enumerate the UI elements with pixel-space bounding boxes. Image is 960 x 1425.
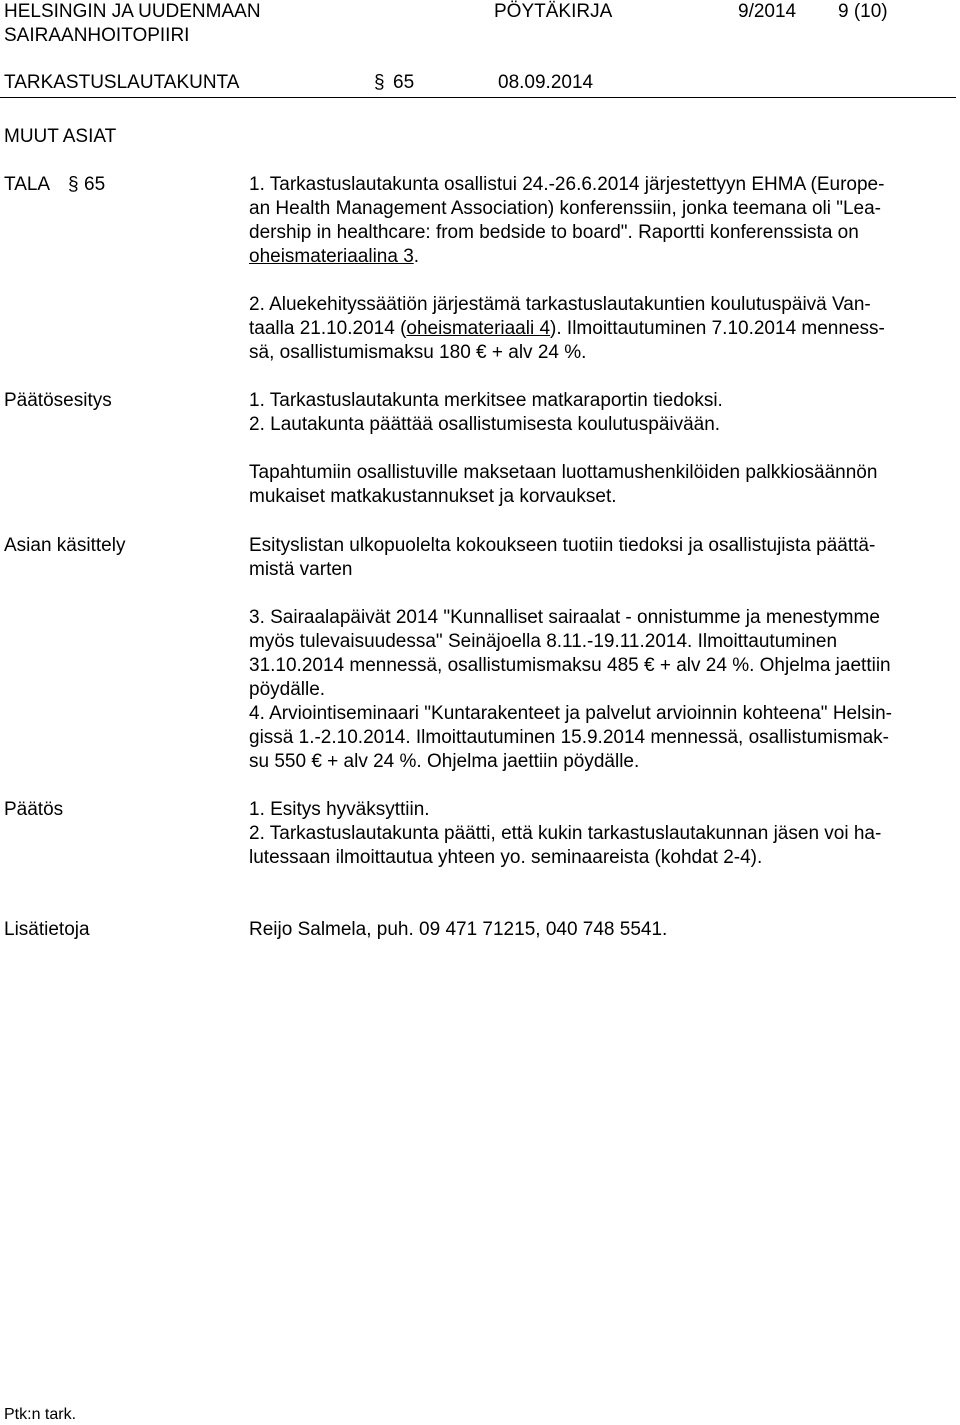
- org-name-line2: SAIRAANHOITOPIIRI: [4, 25, 190, 46]
- handling-item-line: 3. Sairaalapäivät 2014 "Kunnalliset sairaalat - onnistumme ja menestymme: [249, 607, 880, 628]
- attachment-link-3[interactable]: oheismateriaalina 3: [249, 246, 414, 267]
- header-section-number: 65: [393, 72, 415, 93]
- proposal-line: 2. Lautakunta päättää osallistumisesta koulutuspäivään.: [249, 414, 721, 435]
- item2-line: taalla 21.10.2014 (oheismateriaali 4). Ilmoittautuminen 7.10.2014 menness-: [249, 318, 885, 339]
- tala-number: 65: [84, 174, 106, 195]
- handling-item-line: 31.10.2014 mennessä, osallistumismaksu 485 € + alv 24 %. Ohjelma jaettiin: [249, 655, 891, 676]
- proposal-para-line: mukaiset matkakustannukset ja korvaukset.: [249, 486, 617, 507]
- committee-name: TARKASTUSLAUTAKUNTA: [4, 72, 240, 93]
- decision-line: 2. Tarkastuslautakunta päätti, että kukin tarkastuslautakunnan jäsen voi ha-: [249, 823, 882, 844]
- item1-line-last: oheismateriaalina 3.: [249, 246, 420, 267]
- page-number: 9 (10): [838, 1, 888, 22]
- attachment-link-4[interactable]: oheismateriaali 4: [406, 318, 551, 339]
- item1-line: 1. Tarkastuslautakunta osallistui 24.-26.6.2014 järjestettyyn EHMA (Europe-: [249, 174, 885, 195]
- item1-line: an Health Management Association) konferenssiin, jonka teemana oli "Lea-: [249, 198, 882, 219]
- item2-line: 2. Aluekehityssäätiön järjestämä tarkastuslautakuntien koulutuspäivä Van-: [249, 294, 871, 315]
- paatos-label: Päätös: [4, 799, 64, 820]
- handling-item-line: su 550 € + alv 24 %. Ohjelma jaettiin pöydälle.: [249, 751, 640, 772]
- lisatietoja-label: Lisätietoja: [4, 919, 90, 940]
- section-title: MUUT ASIAT: [4, 126, 117, 147]
- meeting-date: 08.09.2014: [498, 72, 594, 93]
- handling-item-line: gissä 1.-2.10.2014. Ilmoittautuminen 15.9.2014 mennessä, osallistumismak-: [249, 727, 890, 748]
- handling-intro-line: Esityslistan ulkopuolelta kokoukseen tuotiin tiedoksi ja osallistujista päättä-: [249, 535, 876, 556]
- proposal-line: 1. Tarkastuslautakunta merkitsee matkaraportin tiedoksi.: [249, 390, 723, 411]
- document-number: 9/2014: [738, 1, 797, 22]
- decision-line: 1. Esitys hyväksyttiin.: [249, 799, 430, 820]
- item1-line: dership in healthcare: from bedside to board". Raportti konferenssista on: [249, 222, 859, 243]
- decision-line: lutessaan ilmoittautua yhteen yo. seminaareista (kohdat 2-4).: [249, 847, 763, 868]
- item2-line: sä, osallistumismaksu 180 € + alv 24 %.: [249, 342, 587, 363]
- proposal-para-line: Tapahtumiin osallistuville maksetaan luottamushenkilöiden palkkiosäännön: [249, 462, 878, 483]
- section-sign-icon: §: [68, 174, 79, 195]
- handling-item-line: 4. Arviointiseminaari "Kuntarakenteet ja palvelut arvioinnin kohteena" Helsin-: [249, 703, 892, 724]
- org-name-line1: HELSINGIN JA UUDENMAAN: [4, 1, 261, 22]
- handling-item-line: pöydälle.: [249, 679, 326, 700]
- footer-note: Ptk:n tark.: [4, 1406, 77, 1423]
- handling-intro-line: mistä varten: [249, 559, 353, 580]
- tala-label: TALA: [4, 174, 51, 195]
- document-type: PÖYTÄKIRJA: [494, 1, 613, 22]
- section-sign-icon: §: [374, 72, 385, 93]
- paatosesitys-label: Päätösesitys: [4, 390, 112, 411]
- contact-info: Reijo Salmela, puh. 09 471 71215, 040 748 5541.: [249, 919, 668, 940]
- asian-kasittely-label: Asian käsittely: [4, 535, 126, 556]
- handling-item-line: myös tulevaisuudessa" Seinäjoella 8.11.-19.11.2014. Ilmoittautuminen: [249, 631, 838, 652]
- header-divider: [0, 97, 956, 98]
